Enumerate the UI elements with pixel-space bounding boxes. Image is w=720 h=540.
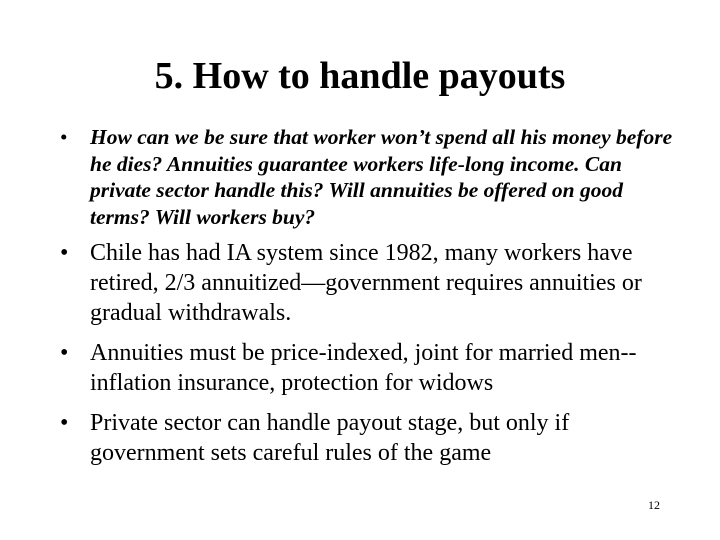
bullet-text: Private sector can handle payout stage, but only if government sets careful rules of the game xyxy=(90,410,570,466)
bullet-dot-icon: • xyxy=(60,410,69,436)
bullet-list xyxy=(60,124,680,478)
bullet-dot-icon: • xyxy=(60,340,69,366)
slide-title: 5. How to handle payouts xyxy=(154,55,566,97)
bullet-item xyxy=(60,124,680,230)
bullet-dot-icon: • xyxy=(60,125,68,149)
bullet-text: How can we be sure that worker won’t spend all his money before he dies? Annuities guarantee workers life-long income. Can private sector handle this? Will annuities be offered on good terms? Will workers buy? xyxy=(90,125,673,229)
bullet-dot-icon: • xyxy=(60,240,69,266)
bullet-text: Annuities must be price-indexed, joint for married men--inflation insurance, protection for widows xyxy=(90,340,637,396)
bullet-text: Chile has had IA system since 1982, many workers have retired, 2/3 annuitized—government requires annuities or gradual withdrawals. xyxy=(90,240,642,326)
bullet-item xyxy=(60,238,680,328)
bullet-item xyxy=(60,408,680,468)
bullet-item xyxy=(60,338,680,398)
slide-number: 12 xyxy=(648,498,660,512)
